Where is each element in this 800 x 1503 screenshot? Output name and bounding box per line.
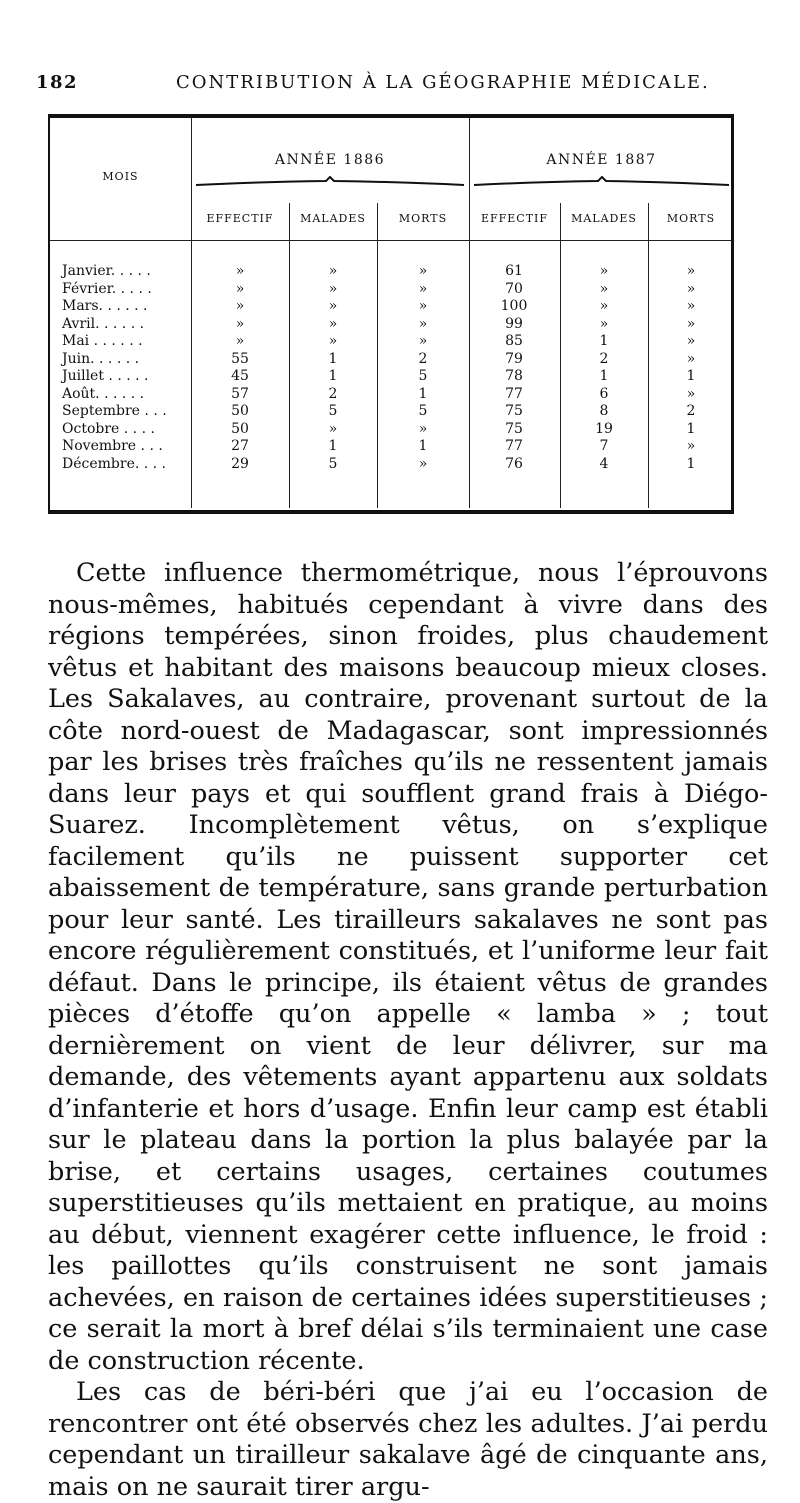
value-cell: 5 <box>328 455 338 472</box>
value-cell: » <box>328 420 338 437</box>
value-cell: » <box>686 350 696 367</box>
value-cell: » <box>418 333 428 349</box>
value-cell: » <box>418 298 428 314</box>
table-row <box>50 456 731 472</box>
value-cell: 70 <box>505 280 523 297</box>
value-cell: 77 <box>505 385 523 402</box>
value-cell: » <box>328 333 338 349</box>
value-cell: 99 <box>505 315 523 332</box>
value-cell: 1 <box>328 438 338 454</box>
month-cell: Février. . . . . <box>62 280 152 297</box>
value-cell: 5 <box>418 368 428 384</box>
value-cell: » <box>686 263 696 279</box>
value-cell: » <box>599 298 609 314</box>
month-cell: Septembre . . . <box>62 403 167 419</box>
table-row <box>50 438 731 454</box>
value-cell: 76 <box>505 455 523 472</box>
value-cell: » <box>418 315 428 332</box>
value-cell: » <box>235 298 245 314</box>
value-cell: » <box>686 438 696 454</box>
value-cell: 29 <box>231 455 249 472</box>
value-cell: 1 <box>418 385 428 402</box>
value-cell: 85 <box>505 333 523 349</box>
value-cell: » <box>599 263 609 279</box>
value-cell: 2 <box>686 403 696 419</box>
value-cell: » <box>686 333 696 349</box>
value-cell: 50 <box>231 420 249 437</box>
value-cell: » <box>328 298 338 314</box>
value-cell: 50 <box>231 403 249 419</box>
month-cell: Novembre . . . <box>62 438 163 454</box>
value-cell: 8 <box>599 403 609 419</box>
col-effectif-1886: EFFECTIF <box>206 212 274 225</box>
value-cell: » <box>686 280 696 297</box>
value-cell: » <box>599 280 609 297</box>
body-text <box>48 558 768 1503</box>
col-morts-1887: MORTS <box>666 212 716 225</box>
brace-1887 <box>474 176 729 186</box>
running-title: CONTRIBUTION À LA GÉOGRAPHIE MÉDICALE. <box>176 72 710 93</box>
value-cell: 2 <box>418 350 428 367</box>
month-cell: Octobre . . . . <box>62 420 155 437</box>
table-row <box>50 263 731 279</box>
value-cell: 1 <box>599 333 609 349</box>
month-header: MOIS <box>102 170 139 183</box>
value-cell: » <box>686 298 696 314</box>
value-cell: 5 <box>328 403 338 419</box>
value-cell: 1 <box>328 368 338 384</box>
value-cell: 5 <box>418 403 428 419</box>
table-row <box>50 403 731 419</box>
value-cell: 1 <box>686 420 696 437</box>
value-cell: 77 <box>505 438 523 454</box>
col-malades-1887: MALADES <box>571 212 637 225</box>
value-cell: 55 <box>231 350 249 367</box>
value-cell: 27 <box>231 438 249 454</box>
value-cell: 7 <box>599 438 609 454</box>
table-row <box>50 316 731 332</box>
value-cell: 1 <box>418 438 428 454</box>
year-1886-header: ANNÉE 1886 <box>274 152 386 168</box>
value-cell: 75 <box>505 420 523 437</box>
statistics-table <box>48 114 734 514</box>
value-cell: 19 <box>595 420 613 437</box>
month-cell: Avril. . . . . . <box>62 315 145 332</box>
value-cell: 100 <box>500 298 528 314</box>
month-cell: Juillet . . . . . <box>62 368 149 384</box>
paragraph: Les cas de béri-béri que j’ai eu l’occasion de rencontrer ont été observés chez les adultes. J’ai perdu cependant un tirailleur sakalave âgé de cinquante ans, mais on ne saurait tirer argu- <box>48 1377 768 1502</box>
value-cell: 79 <box>505 350 523 367</box>
value-cell: » <box>235 263 245 279</box>
value-cell: » <box>418 280 428 297</box>
table-row <box>50 281 731 297</box>
header-rule <box>50 240 731 241</box>
month-cell: Mars. . . . . . <box>62 298 148 314</box>
value-cell: » <box>418 455 428 472</box>
table-row <box>50 333 731 349</box>
month-cell: Mai . . . . . . <box>62 333 143 349</box>
brace-1886 <box>196 176 464 186</box>
value-cell: 6 <box>599 385 609 402</box>
value-cell: 2 <box>599 350 609 367</box>
value-cell: 45 <box>231 368 249 384</box>
value-cell: 75 <box>505 403 523 419</box>
value-cell: » <box>328 263 338 279</box>
col-morts-1886: MORTS <box>398 212 448 225</box>
value-cell: » <box>686 385 696 402</box>
value-cell: » <box>235 280 245 297</box>
year-1887-header: ANNÉE 1887 <box>546 152 657 168</box>
value-cell: » <box>418 263 428 279</box>
value-cell: 61 <box>505 263 523 279</box>
value-cell: 4 <box>599 455 609 472</box>
table-row <box>50 421 731 437</box>
value-cell: » <box>328 315 338 332</box>
value-cell: » <box>328 280 338 297</box>
value-cell: 1 <box>599 368 609 384</box>
table-row <box>50 368 731 384</box>
month-cell: Juin. . . . . . <box>62 350 140 367</box>
value-cell: 1 <box>686 455 696 472</box>
value-cell: 2 <box>328 385 338 402</box>
col-malades-1886: MALADES <box>300 212 366 225</box>
value-cell: 1 <box>328 350 338 367</box>
value-cell: » <box>599 315 609 332</box>
month-cell: Janvier. . . . . <box>62 263 151 279</box>
table-row <box>50 386 731 402</box>
month-cell: Août. . . . . . <box>62 385 145 402</box>
value-cell: » <box>235 333 245 349</box>
paragraph: Cette influence thermométrique, nous l’éprouvons nous-mêmes, habitués cependant à vivre dans des régions tempérées, sinon froides, plus chaudement vêtus et habitant des maisons beaucoup mieux closes. Les Sakalaves, au contraire, provenant surtout de la côte nord-ouest de Madagascar, sont impressionnés par les brises très fraîches qu’ils ne ressentent jamais dans leur pays et qui soufflent grand frais à Diégo-Suarez. Incomplètement vêtus, on s’explique facilement qu’ils ne puissent supporter cet abaissement de température, sans grande perturbation pour leur santé. Les tirailleurs sakalaves ne sont pas encore régulièrement constitués, et l’uniforme leur fait défaut. Dans le principe, ils étaient vêtus de grandes pièces d’étoffe qu’on appelle « lamba » ; tout dernièrement on vient de leur délivrer, sur ma demande, des vêtements ayant appartenu aux soldats d’infanterie et hors d’usage. Enfin leur camp est établi sur le plateau dans la portion la plus balayée par la brise, et certains usages, certaines coutumes superstitieuses qu’ils mettaient en pratique, au moins au début, viennent exagérer cette influence, le froid : les paillottes qu’ils construisent ne sont jamais achevées, en raison de certaines idées superstitieuses ; ce serait la mort à bref délai s’ils terminaient une case de construction récente. <box>48 558 768 1376</box>
month-cell: Décembre. . . . <box>62 455 167 472</box>
table-row <box>50 351 731 367</box>
value-cell: 1 <box>686 368 696 384</box>
value-cell: » <box>418 420 428 437</box>
page-number: 182 <box>36 72 79 93</box>
table-row <box>50 298 731 314</box>
value-cell: » <box>235 315 245 332</box>
col-effectif-1887: EFFECTIF <box>480 212 549 225</box>
value-cell: 78 <box>505 368 523 384</box>
value-cell: » <box>686 315 696 332</box>
value-cell: 57 <box>231 385 249 402</box>
